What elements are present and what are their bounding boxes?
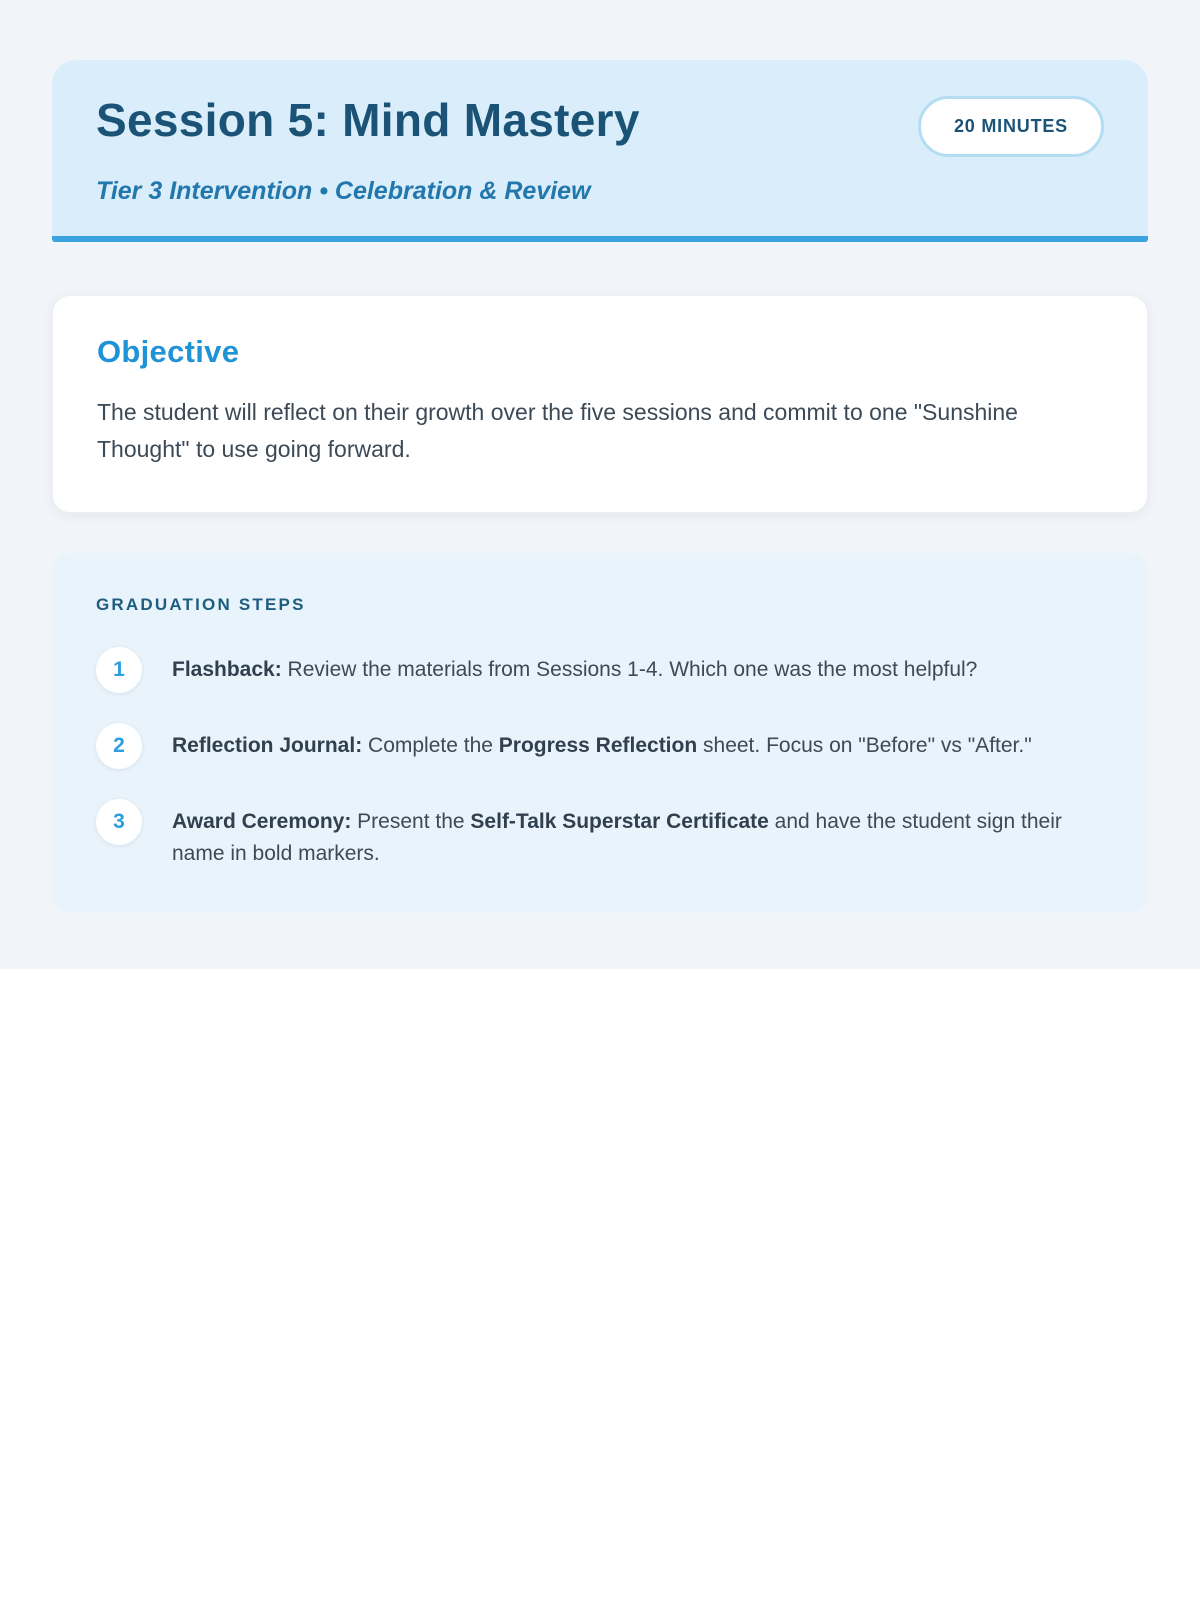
step-text bbox=[172, 799, 1104, 871]
objective-text: The student will reflect on their growth over the five sessions and commit to one "Sunshine Thought" to use going forward. bbox=[97, 399, 1018, 462]
step-number-badge: 1 bbox=[96, 647, 142, 693]
page-title: Session 5: Mind Mastery bbox=[96, 94, 640, 146]
step-label: Award Ceremony: bbox=[172, 809, 352, 833]
steps-heading: GRADUATION STEPS bbox=[96, 594, 306, 614]
step-emphasis: Self-Talk Superstar Certificate bbox=[470, 809, 769, 833]
step-number-badge: 2 bbox=[96, 723, 142, 769]
step-label: Flashback: bbox=[172, 657, 282, 681]
step-text bbox=[172, 723, 1032, 763]
step-number-badge: 3 bbox=[96, 799, 142, 845]
step-row bbox=[96, 723, 1104, 769]
duration-badge: 20 MINUTES bbox=[918, 96, 1104, 157]
session-subtitle: Tier 3 Intervention • Celebration & Review bbox=[96, 177, 591, 205]
step-body: and have the student sign their name in bold markers. bbox=[172, 809, 1062, 866]
step-label: Reflection Journal: bbox=[172, 733, 363, 757]
objective-card bbox=[52, 295, 1148, 513]
session-header-card bbox=[52, 60, 1148, 242]
step-emphasis: Progress Reflection bbox=[498, 733, 698, 757]
objective-heading: Objective bbox=[97, 334, 240, 369]
step-row bbox=[96, 799, 1104, 871]
step-body: Present the bbox=[351, 809, 471, 833]
header-top-row bbox=[96, 94, 1104, 157]
step-text bbox=[172, 647, 977, 687]
step-body: sheet. Focus on "Before" vs "After." bbox=[697, 733, 1032, 757]
step-body: Complete the bbox=[362, 733, 499, 757]
steps-card bbox=[52, 553, 1148, 913]
step-row bbox=[96, 647, 1104, 693]
step-body: Review the materials from Sessions 1-4. Which one was the most helpful? bbox=[281, 657, 978, 681]
